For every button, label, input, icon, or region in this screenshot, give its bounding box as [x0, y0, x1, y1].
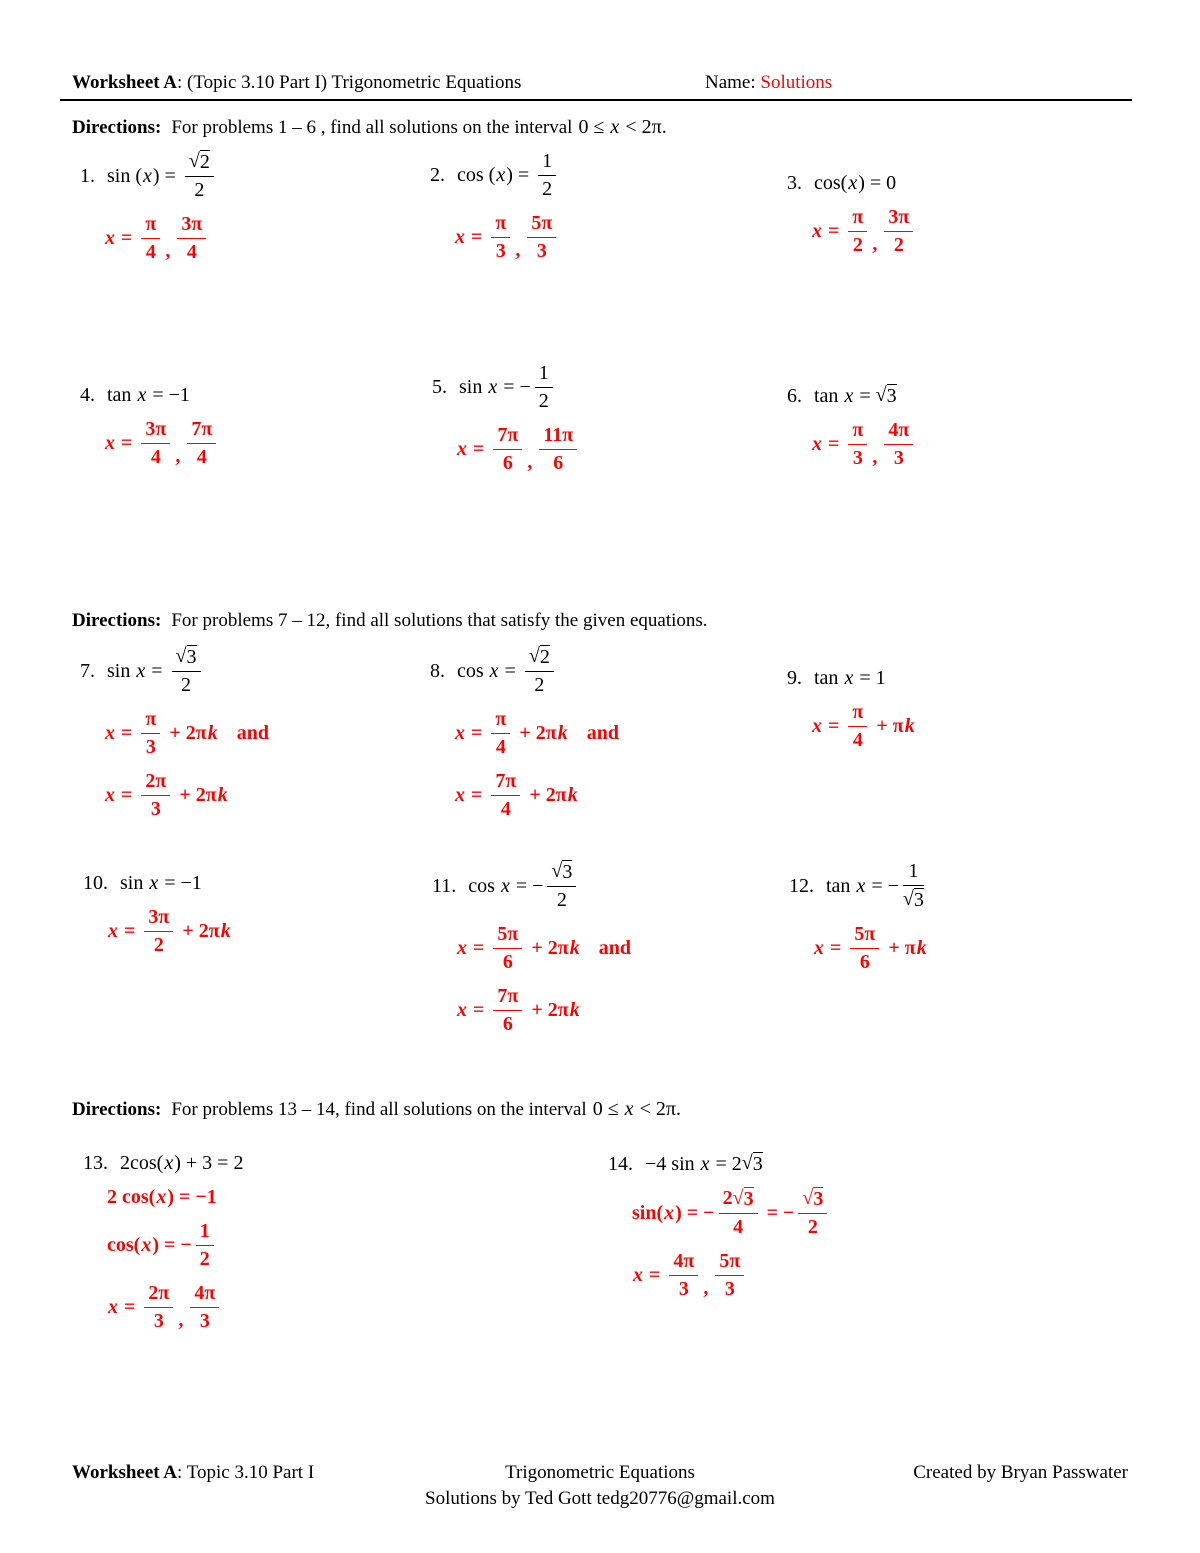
- directions-2: [72, 610, 708, 632]
- fraction: $\frac{3\pi}{4}$: [141, 418, 170, 469]
- footer-worksheet-label: Worksheet A: [72, 1462, 178, 1483]
- fraction: 7π 4: [187, 418, 216, 469]
- fraction: 3π 2: [884, 206, 913, 257]
- footer-center: Trigonometric Equations: [505, 1462, 695, 1483]
- radical: √ 3: [875, 384, 897, 407]
- directions-1: [72, 116, 667, 139]
- problem-solution: [454, 708, 619, 821]
- radical: √ 3: [741, 1152, 763, 1175]
- solution-line: x = $\frac{\pi}{4}$ , 3π 4: [104, 213, 218, 264]
- directions-interval: 0 ≤ x < 2π.: [592, 1098, 681, 1120]
- radical: √ 3: [175, 645, 197, 668]
- fraction: 5π 3: [715, 1250, 744, 1301]
- solution-line: x = $\frac{5\pi}{6}$ + π k: [814, 923, 927, 973]
- directions-3: [72, 1098, 681, 1121]
- solution-line: sin( x ) = − 2√ 3 4 = − √ 3 2: [632, 1187, 831, 1239]
- problem-number: 7.: [80, 659, 95, 682]
- problem-number: 4.: [80, 384, 95, 406]
- problem-solution: [811, 206, 917, 257]
- problem-equation: cos x = − √ 3 2: [468, 860, 580, 912]
- directions-text: For problems 13 – 14, find all solutions on the interval: [171, 1099, 587, 1120]
- fraction: $\frac{7\pi}{6}$: [493, 985, 522, 1036]
- problem-2: [430, 150, 560, 263]
- directions-interval: 0 ≤ x < 2π.: [578, 116, 667, 138]
- footer-credit: Created by Bryan Passwater: [913, 1462, 1128, 1483]
- solution-line: 2 cos( x ) = −1: [107, 1186, 217, 1208]
- problem-equation: tan x = −1: [107, 384, 190, 406]
- fraction: 3π 4: [177, 213, 206, 264]
- solution-line: x = $\frac{\pi}{3}$ + 2π k and: [105, 708, 269, 758]
- problem-equation: tan x = − 1 √ 3: [826, 860, 924, 911]
- problem-solution: [104, 418, 220, 469]
- problem-equation: tan x = √ 3: [814, 384, 897, 407]
- fraction: $\frac{\pi}{4}$: [141, 213, 160, 264]
- problem-13: [83, 1152, 243, 1333]
- page-title: [72, 72, 521, 94]
- radical: √ 2: [528, 645, 550, 668]
- problem-solution: [813, 923, 928, 974]
- problem-11: [432, 860, 631, 1036]
- problem-number: 12.: [789, 874, 814, 897]
- solution-line: x = $\frac{\pi}{4}$ + 2π k and: [455, 708, 619, 758]
- fraction: √ 3 2: [547, 860, 576, 912]
- solution-line: x = $\frac{2\pi}{3}$ + 2π k: [105, 770, 228, 820]
- radical: √ 3: [551, 860, 573, 883]
- fraction: $\frac{7\pi}{4}$: [491, 770, 520, 821]
- problem-number: 2.: [430, 164, 445, 186]
- solution-line: x = $\frac{\pi}{3}$ , 5π 3: [454, 212, 560, 263]
- fraction: √ 3 2: [798, 1187, 827, 1239]
- solution-line: x = $\frac{7\pi}{6}$ , 11π 6: [456, 424, 581, 475]
- problem-solution: [632, 1187, 831, 1301]
- problem-solution: [811, 701, 916, 752]
- problem-5: [432, 362, 581, 475]
- problem-equation: tan x = 1: [814, 667, 886, 689]
- worksheet-label: Worksheet A: [72, 72, 178, 93]
- problem-number: 3.: [787, 172, 802, 194]
- problem-solution: [104, 213, 218, 264]
- fraction: $\frac{1}{2}$: [538, 150, 556, 201]
- solution-line: x = $\frac{7\pi}{6}$ + 2π k: [457, 985, 580, 1035]
- name-value: Solutions: [760, 72, 833, 93]
- problem-7: [80, 645, 269, 821]
- directions-text: For problems 1 – 6 , find all solutions on the interval: [171, 117, 573, 138]
- solution-line: x = $\frac{2\pi}{3}$ , 4π 3: [107, 1282, 243, 1333]
- problem-3: [787, 150, 917, 257]
- problem-solution: [456, 923, 631, 1036]
- problem-10: [83, 860, 232, 957]
- problem-equation: cos ( x ) = $\frac{1}{2}$: [457, 150, 560, 201]
- header-rule: [60, 99, 1132, 101]
- problem-equation: −4 sin x = 2 √ 3: [645, 1152, 763, 1175]
- solution-line: x = $\frac{5\pi}{6}$ + 2π k and: [457, 923, 631, 973]
- problem-solution: [811, 419, 917, 470]
- problem-14: [608, 1152, 831, 1301]
- fraction: $\frac{3\pi}{2}$: [144, 906, 173, 957]
- solution-line: x = $\frac{3\pi}{4}$ , 7π 4: [104, 418, 220, 469]
- problem-equation: cos x = √ 2 2: [457, 645, 558, 697]
- problem-6: [787, 362, 917, 470]
- solution-line: x = $\frac{\pi}{2}$ , 3π 2: [811, 206, 917, 257]
- fraction: $\frac{7\pi}{6}$: [493, 424, 522, 475]
- problem-equation: sin x = √ 3 2: [107, 645, 205, 697]
- problem-equation: sin ( x ) = √ 2 2: [107, 150, 218, 202]
- problem-solution: [104, 708, 269, 821]
- fraction: $\frac{1}{2}$: [196, 1220, 214, 1271]
- radical: √ 3: [732, 1187, 754, 1210]
- fraction: 5π 3: [527, 212, 556, 263]
- fraction: $\frac{\pi}{2}$: [848, 206, 867, 257]
- fraction: $\frac{\pi}{3}$: [848, 419, 867, 470]
- fraction: $\frac{2\pi}{3}$: [141, 770, 170, 821]
- directions-text: For problems 7 – 12, find all solutions that satisfy the given equations.: [171, 610, 708, 631]
- radical: √ 3: [902, 888, 924, 911]
- problem-equation: 2cos( x ) + 3 = 2: [120, 1152, 244, 1174]
- name-field: [705, 72, 832, 94]
- problem-number: 8.: [430, 659, 445, 682]
- footer-topic: : Topic 3.10 Part I: [177, 1462, 315, 1483]
- problem-12: [789, 860, 928, 974]
- problem-4: [80, 362, 220, 469]
- fraction: √ 3 2: [172, 645, 201, 697]
- problem-equation: sin x = −1: [120, 872, 202, 894]
- problem-number: 5.: [432, 376, 447, 398]
- problem-solution: [456, 424, 581, 475]
- solution-line: x = $\frac{7\pi}{4}$ + 2π k: [455, 770, 578, 820]
- fraction: √ 2 2: [525, 645, 554, 697]
- fraction: $\frac{\pi}{3}$: [141, 708, 160, 759]
- problem-number: 6.: [787, 384, 802, 407]
- footer-solutions-credit: Solutions by Ted Gott tedg20776@gmail.com: [425, 1488, 775, 1509]
- fraction: 4π 3: [190, 1282, 219, 1333]
- problem-1: [80, 150, 218, 264]
- fraction: $\frac{\pi}{4}$: [848, 701, 867, 752]
- fraction: $\frac{\pi}{4}$: [491, 708, 510, 759]
- problem-8: [430, 645, 619, 821]
- problem-solution: [107, 1186, 243, 1333]
- problem-number: 14.: [608, 1152, 633, 1175]
- fraction: $\frac{\pi}{3}$: [491, 212, 510, 263]
- fraction: $\frac{4\pi}{3}$: [669, 1250, 698, 1301]
- solution-line: x = $\frac{4\pi}{3}$ , 5π 3: [632, 1250, 831, 1301]
- problem-number: 9.: [787, 667, 802, 689]
- problem-number: 13.: [83, 1152, 108, 1174]
- fraction: 1 √ 3: [902, 860, 924, 911]
- problem-solution: [454, 212, 560, 263]
- name-label: Name:: [705, 72, 761, 93]
- directions-label: Directions:: [72, 610, 162, 631]
- problem-equation: cos( x ) = 0: [814, 172, 897, 194]
- problem-9: [787, 645, 916, 752]
- problem-number: 1.: [80, 164, 95, 187]
- fraction: 2√ 3 4: [719, 1187, 758, 1239]
- solution-line: cos( x ) = − $\frac{1}{2}$: [107, 1220, 243, 1271]
- fraction: $\frac{2\pi}{3}$: [144, 1282, 173, 1333]
- fraction: √ 2 2: [185, 150, 214, 202]
- fraction: 11π 6: [539, 424, 577, 475]
- solution-line: x = $\frac{3\pi}{2}$ + 2π k: [108, 906, 231, 956]
- fraction: $\frac{5\pi}{6}$: [493, 923, 522, 974]
- problem-equation: sin x = − $\frac{1}{2}$: [459, 362, 557, 413]
- solution-line: x = $\frac{\pi}{4}$ + π k: [812, 701, 915, 751]
- problem-solution: [107, 906, 232, 957]
- fraction: $\frac{1}{2}$: [535, 362, 553, 413]
- fraction: 4π 3: [884, 419, 913, 470]
- worksheet-subtitle: : (Topic 3.10 Part I) Trigonometric Equations: [177, 72, 522, 93]
- fraction: $\frac{5\pi}{6}$: [850, 923, 879, 974]
- directions-label: Directions:: [72, 117, 162, 138]
- problem-number: 10.: [83, 872, 108, 894]
- solution-line: x = $\frac{\pi}{3}$ , 4π 3: [811, 419, 917, 470]
- directions-label: Directions:: [72, 1099, 162, 1120]
- radical: √ 3: [802, 1187, 824, 1210]
- problem-number: 11.: [432, 874, 457, 897]
- radical: √ 2: [188, 150, 210, 173]
